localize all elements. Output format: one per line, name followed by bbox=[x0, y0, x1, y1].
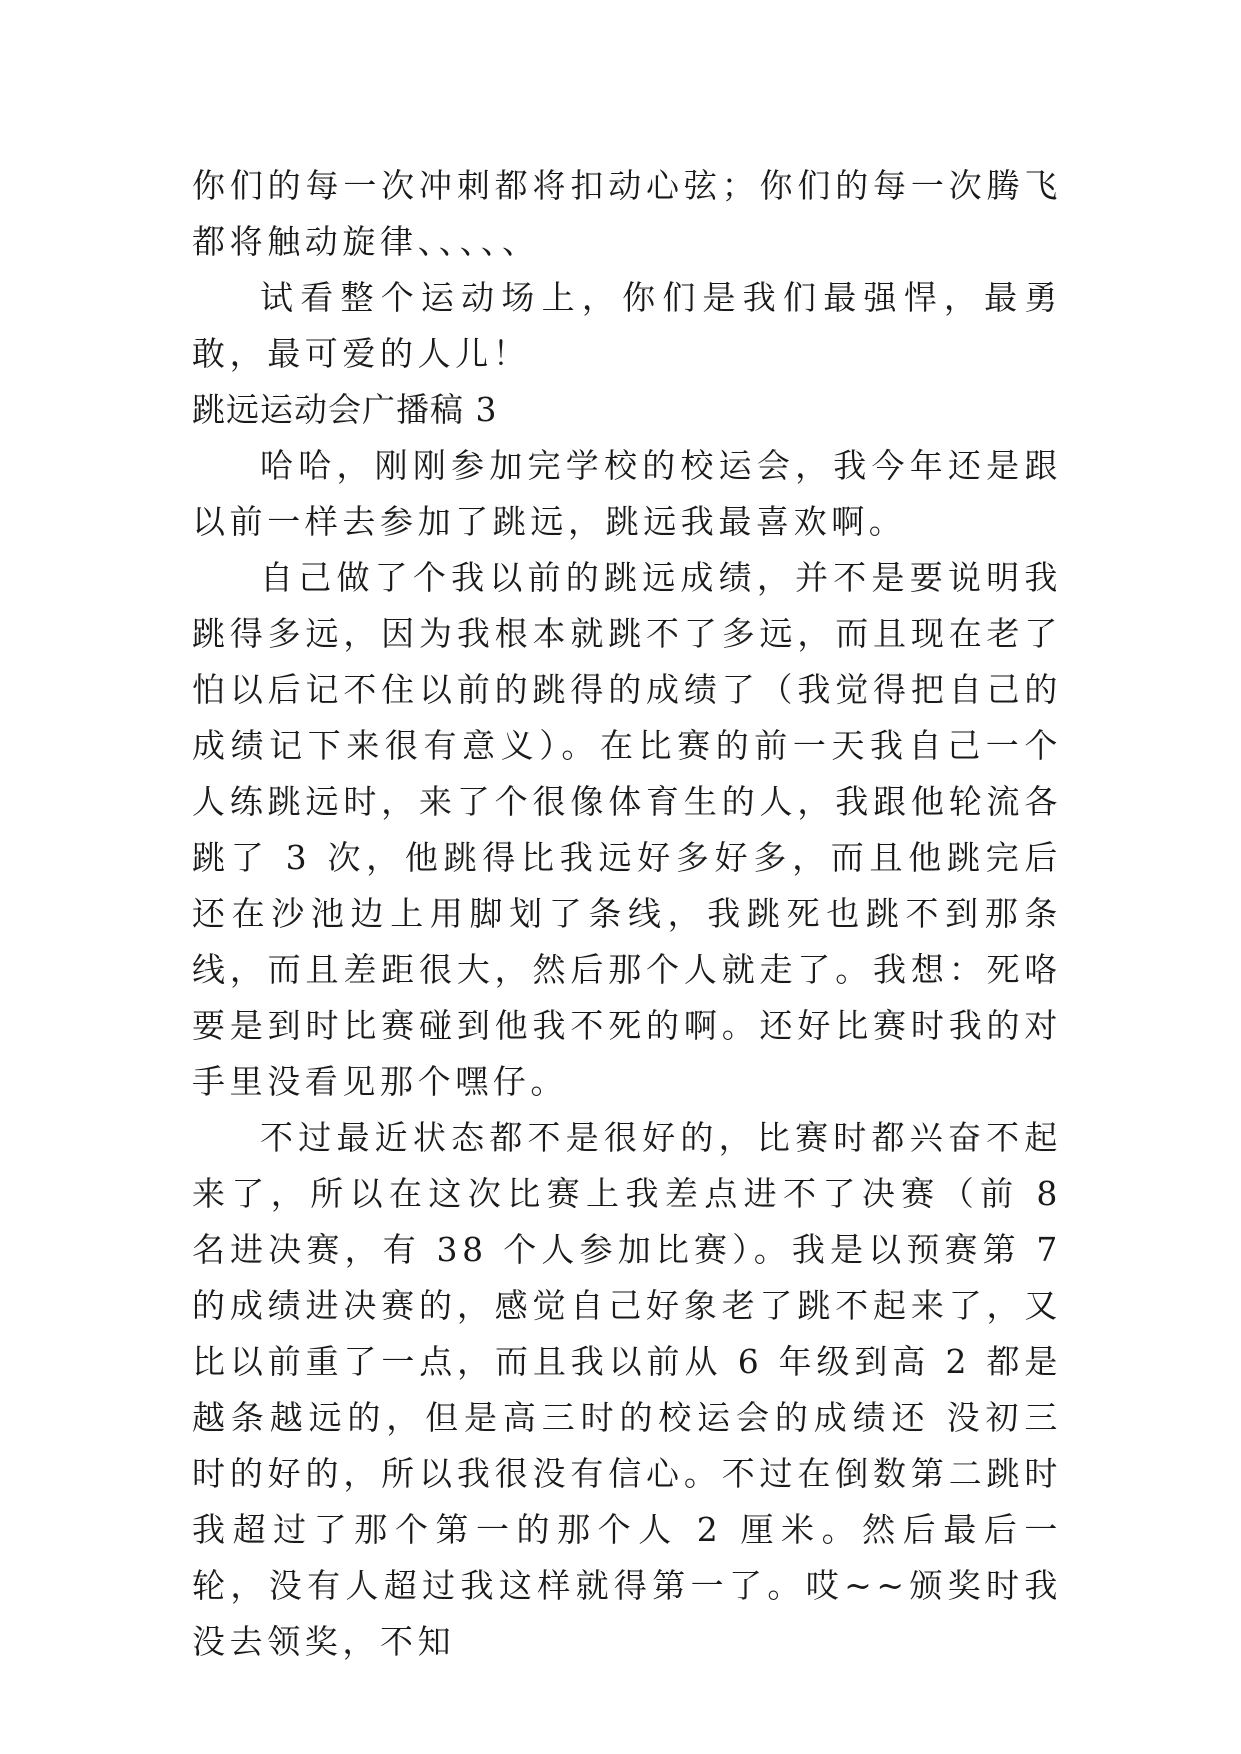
paragraph-5: 不过最近状态都不是很好的，比赛时都兴奋不起来了，所以在这次比赛上我差点进不了决赛（前 8 名进决赛，有 38 个人参加比赛）。我是以预赛第 7 的成绩进决赛的，感觉自己好象老了跳不起来了，又比以前重了一点，而且我以前从 6 年级到高 2 都是越条越远的，但是高三时的校运会的成绩还 没初三时的好的，所以我很没有信心。不过在倒数第二跳时我超过了那个第一的那个人 2 厘米。然后最后一轮，没有人超过我这样就得第一了。哎~~颁奖时我没去领奖，不知 bbox=[192, 1118, 1062, 1661]
section-heading: 跳远运动会广播稿 3 bbox=[192, 390, 498, 429]
document-body bbox=[192, 158, 1062, 1670]
paragraph-4: 自己做了个我以前的跳远成绩，并不是要说明我跳得多远，因为我根本就跳不了多远，而且现在老了怕以后记不住以前的跳得的成绩了（我觉得把自己的成绩记下来很有意义）。在比赛的前一天我自己一个人练跳远时，来了个很像体育生的人，我跟他轮流各跳了 3 次，他跳得比我远好多好多，而且他跳完后还在沙池边上用脚划了条线，我跳死也跳不到那条线，而且差距很大，然后那个人就走了。我想：死咯要是到时比赛碰到他我不死的啊。还好比赛时我的对手里没看见那个嘿仔。 bbox=[192, 558, 1062, 1101]
paragraph-2: 试看整个运动场上，你们是我们最强悍，最勇敢，最可爱的人儿！ bbox=[192, 278, 1062, 373]
paragraph-3: 哈哈，刚刚参加完学校的校运会，我今年还是跟以前一样去参加了跳远，跳远我最喜欢啊。 bbox=[192, 446, 1062, 541]
paragraph-1: 你们的每一次冲刺都将扣动心弦；你们的每一次腾飞都将触动旋律、、、、、 bbox=[192, 166, 1062, 261]
